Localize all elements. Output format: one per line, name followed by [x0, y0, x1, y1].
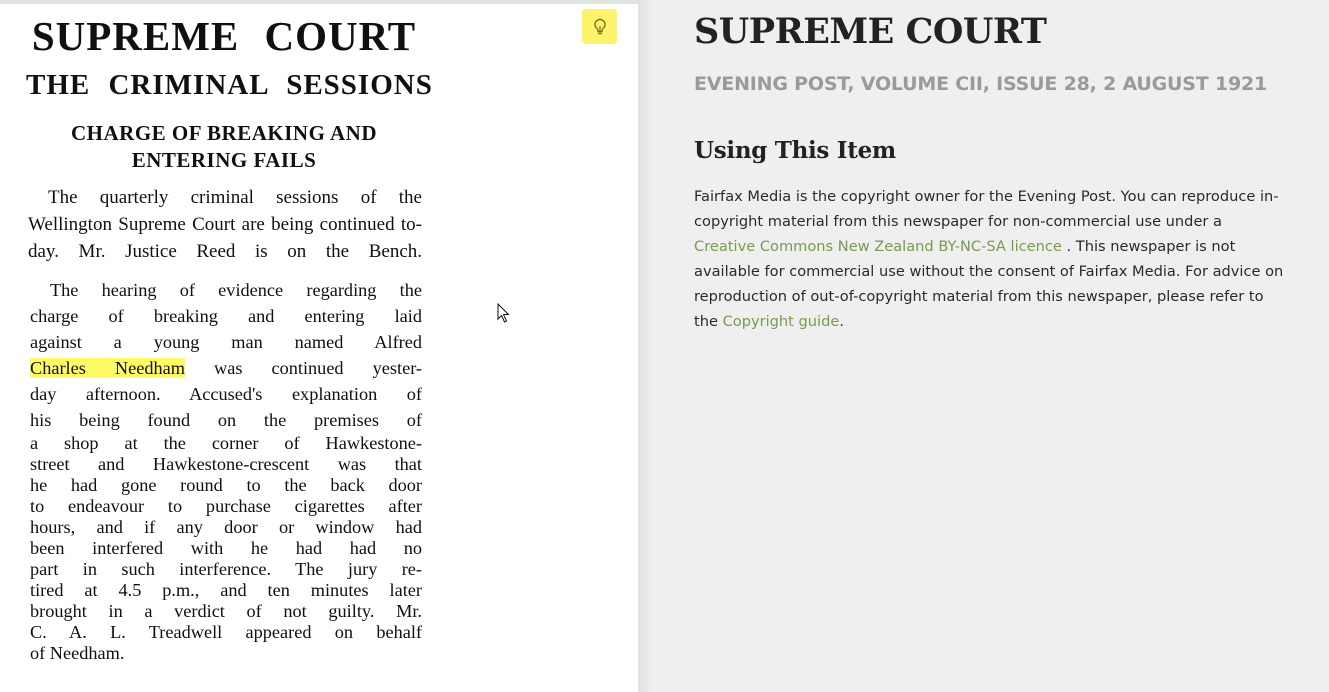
item-info-panel — [694, 0, 1294, 334]
clipping-line: to endeavour to purchase cigarettes after — [30, 496, 422, 516]
copyright-text-1: Fairfax Media is the copyright owner for the Evening Post. You can reproduce in-copyright material from this newspaper for non-commercial use under a — [694, 188, 1279, 230]
clipping-line: C. A. L. Treadwell appeared on behalf — [30, 622, 422, 642]
using-this-item-heading: Using This Item — [694, 137, 896, 164]
clipping-line: part in such interference. The jury re- — [30, 559, 422, 579]
clipping-line — [30, 355, 422, 381]
clipping-line: hours, and if any door or window had — [30, 517, 422, 537]
article-source: EVENING POST, VOLUME CII, ISSUE 28, 2 AUGUST 1921 — [694, 73, 1268, 95]
clipping-line: The hearing of evidence regarding the — [50, 280, 422, 300]
copyright-notice — [694, 184, 1284, 334]
article-title: SUPREME COURT — [694, 11, 1047, 52]
clipping-line: been interfered with he had had no — [30, 538, 422, 558]
clipping-line: he had gone round to the back door — [30, 475, 422, 495]
clipping-line: a shop at the corner of Hawkestone- — [30, 433, 422, 453]
copyright-guide-link[interactable]: Copyright guide — [722, 313, 840, 330]
clipping-line: against a young man named Alfred — [30, 332, 422, 352]
newspaper-scan-panel[interactable] — [0, 0, 638, 692]
clipping-paragraph-1: The quarterly criminal sessions of the Wellington Supreme Court are being continued to-day. Mr. Justice Reed is on the Bench. — [28, 187, 422, 262]
highlight-toggle-button[interactable] — [582, 9, 617, 44]
licence-link[interactable]: Creative Commons New Zealand BY-NC-SA licence — [694, 238, 1062, 255]
lightbulb-icon — [593, 18, 607, 36]
clipping-line: of Needham. — [30, 643, 125, 663]
copyright-text-2: . This newspaper is not available for commercial use without the consent of Fairfax Media. For advice on reproduction of out-of-copyright material from this newspaper, please refer to the — [694, 238, 1284, 330]
panel-divider-shadow — [638, 0, 652, 692]
clipping-line: charge of breaking and entering laid — [30, 306, 422, 326]
mouse-cursor-icon — [497, 303, 511, 325]
search-term-highlight: Charles Needham — [30, 358, 185, 378]
clipping-line: tired at 4.5 p.m., and ten minutes later — [30, 580, 422, 600]
clipping-deck: CHARGE OF BREAKING AND ENTERING FAILS — [71, 121, 377, 172]
copyright-text-3: . — [839, 313, 844, 330]
newspaper-clipping — [26, 8, 433, 664]
clipping-line: brought in a verdict of not guilty. Mr. — [30, 601, 422, 621]
clipping-line: his being found on the premises of — [30, 410, 422, 430]
clipping-line: street and Hawkestone-crescent was that — [30, 454, 422, 474]
clipping-line-rest: was continued yester- — [184, 358, 422, 378]
clipping-headline: SUPREME COURT — [31, 13, 417, 59]
clipping-paragraph-2 — [30, 277, 422, 664]
clipping-line: day afternoon. Accused's explanation of — [30, 384, 422, 404]
clipping-subheadline: THE CRIMINAL SESSIONS — [26, 69, 433, 101]
